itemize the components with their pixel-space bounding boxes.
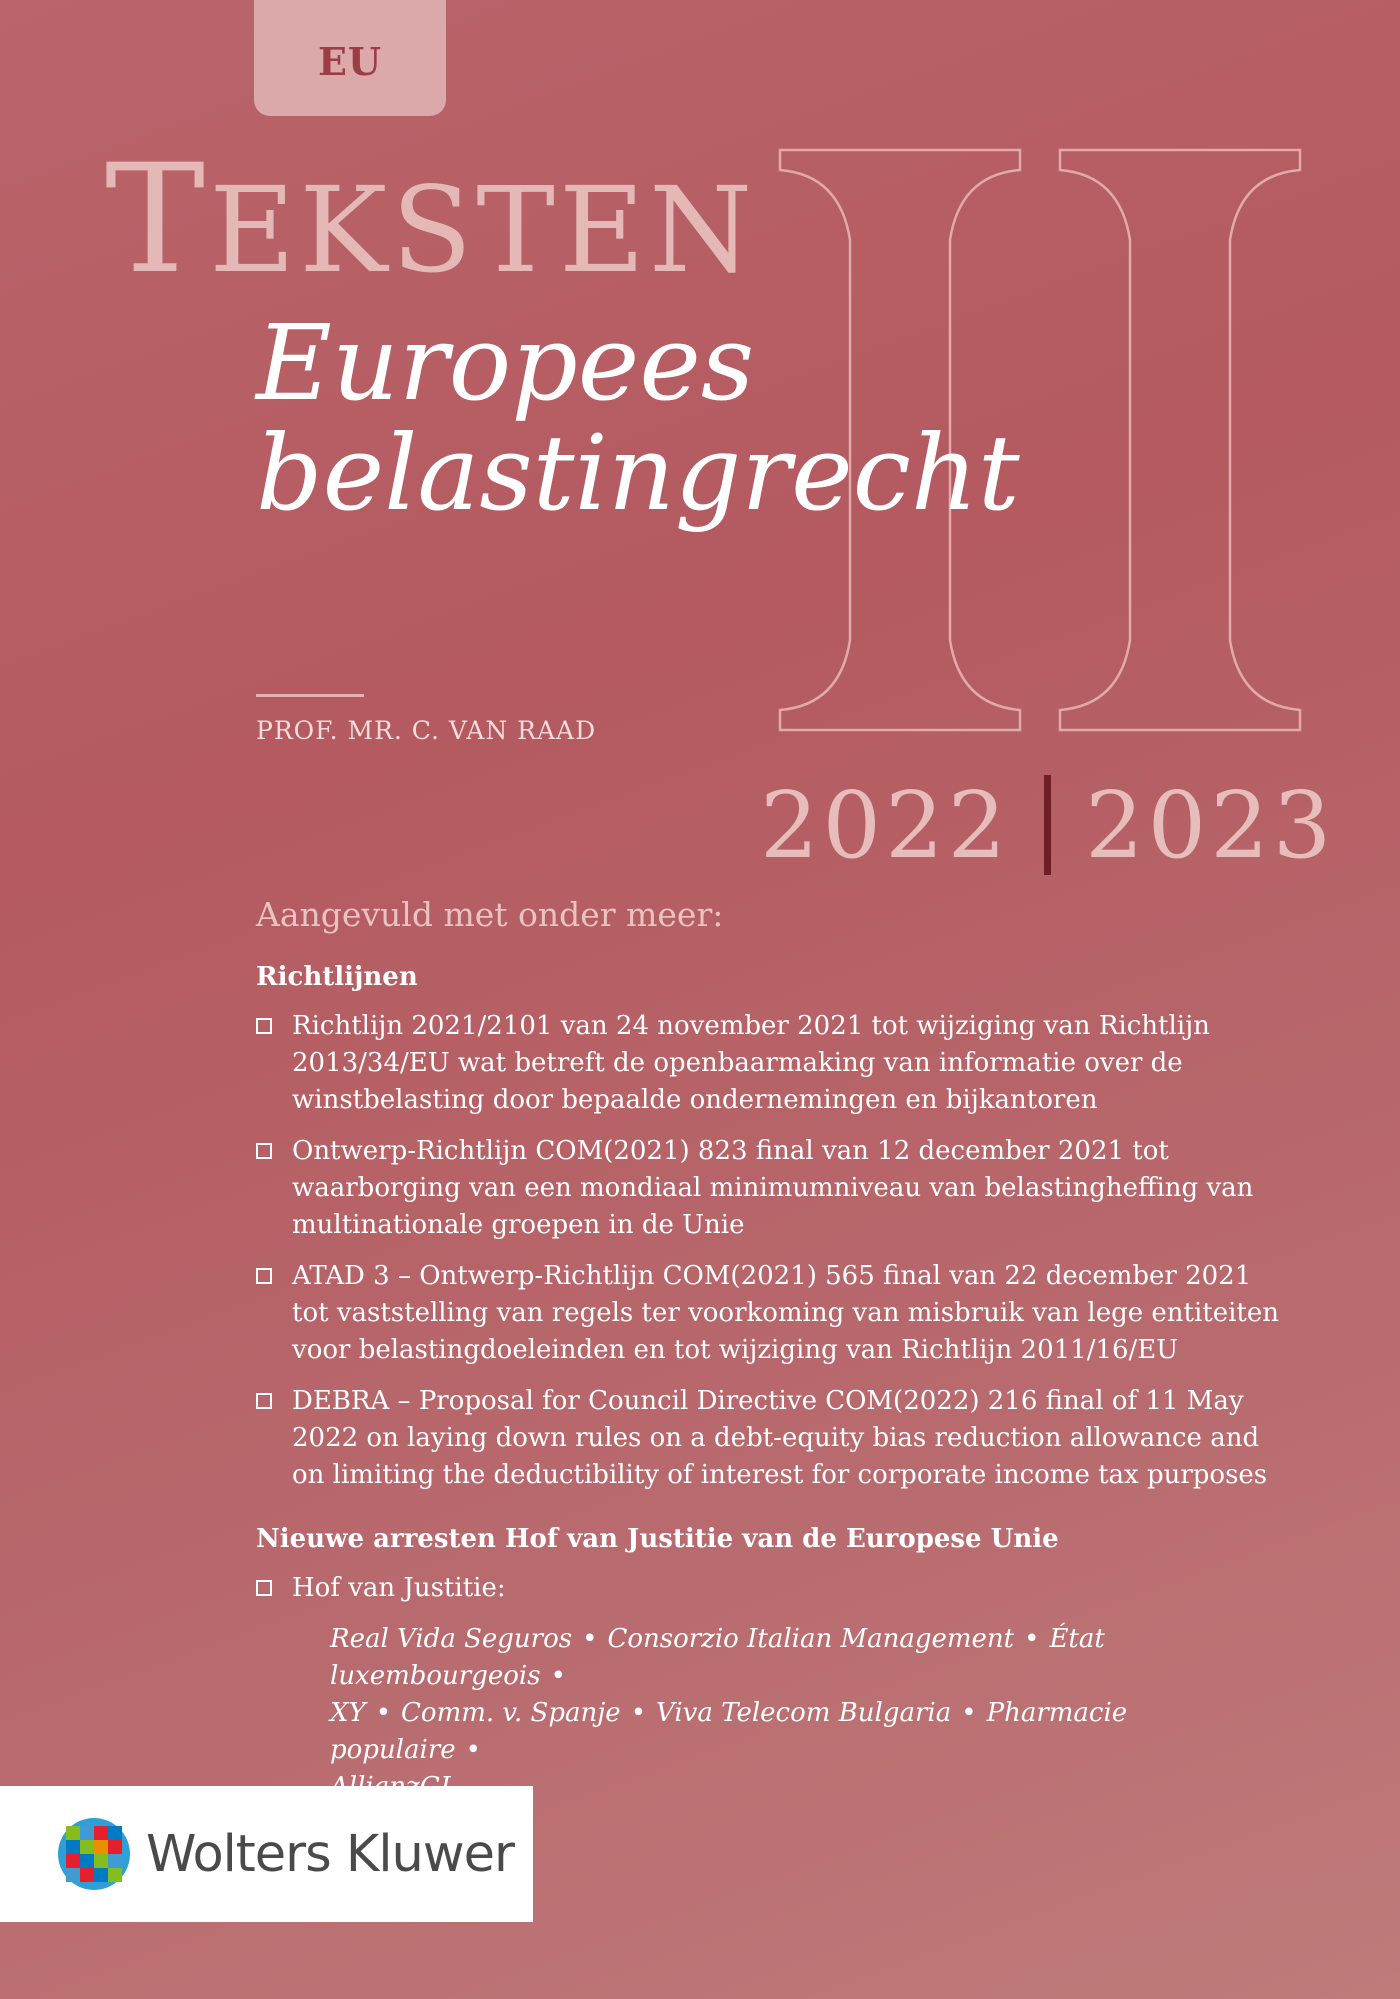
section-heading-arresten: Nieuwe arresten Hof van Justitie van de Europese Unie — [256, 1524, 1059, 1554]
year-divider — [1044, 775, 1051, 875]
publisher-name: Wolters Kluwer — [146, 1824, 514, 1884]
list-item — [256, 1258, 1296, 1369]
case-name: État luxembourgeois — [330, 1624, 1105, 1691]
list-item-text: ATAD 3 – Ontwerp-Richtlijn COM(2021) 565 final van 22 december 2021 tot vaststelling van regels ter voorkoming van misbruik van lege entiteiten voor belastingdoeleinden en tot wijziging van Richtlijn 2011/16/EU — [292, 1261, 1280, 1365]
case-separator: • — [375, 1698, 392, 1728]
list-item-text: Hof van Justitie: — [292, 1573, 506, 1603]
list-item-text: Ontwerp-Richtlijn COM(2021) 823 final van 12 december 2021 tot waarborging van een mondiaal minimumniveau van belastingheffing van multinationale groepen in de Unie — [292, 1136, 1254, 1240]
case-list — [256, 1621, 1296, 1806]
list-item — [256, 1008, 1296, 1119]
case-separator: • — [1024, 1624, 1040, 1654]
checkbox-icon — [256, 1393, 272, 1409]
publisher-logo — [0, 1786, 533, 1922]
list-item-text: Richtlijn 2021/2101 van 24 november 2021 tot wijziging van Richtlijn 2013/34/EU wat betreft de openbaarmaking van informatie over de winstbelasting door bepaalde ondernemingen en bijkantoren — [292, 1011, 1210, 1115]
year-end: 2023 — [1085, 771, 1336, 879]
book-title-line-2: belastingrecht — [256, 412, 1020, 534]
case-name: Comm. v. Spanje — [401, 1698, 621, 1728]
case-separator: • — [961, 1698, 977, 1728]
case-separator: • — [550, 1661, 566, 1691]
author-divider — [256, 694, 364, 697]
case-name: XY — [330, 1698, 366, 1728]
year-start: 2022 — [760, 771, 1011, 879]
case-name: Pharmacie populaire — [330, 1698, 1128, 1765]
case-separator: • — [630, 1698, 647, 1728]
wolters-kluwer-logo-icon — [56, 1816, 132, 1892]
case-separator: • — [465, 1735, 481, 1765]
book-title-line-1: Europees — [256, 302, 755, 424]
checkbox-icon — [256, 1018, 272, 1034]
case-name: Viva Telecom Bulgaria — [656, 1698, 952, 1728]
checkbox-icon — [256, 1268, 272, 1284]
case-name: Real Vida Seguros — [330, 1624, 573, 1654]
intro-heading: Aangevuld met onder meer: — [256, 895, 724, 934]
list-item-text: DEBRA – Proposal for Council Directive COM(2022) 216 final of 11 May 2022 on laying down rules on a debt-equity bias reduction allowance and on limiting the deductibility of interest for corporate income tax purposes — [292, 1386, 1268, 1490]
contents-summary — [256, 895, 1296, 1806]
eu-tab-label: EU — [317, 38, 383, 84]
list-item — [256, 1383, 1296, 1494]
book-title — [256, 302, 1020, 534]
edition-years — [760, 770, 1335, 880]
list-item — [256, 1133, 1296, 1244]
list-item — [256, 1570, 1296, 1607]
case-name: Consorzio Italian Management — [607, 1624, 1015, 1654]
checkbox-icon — [256, 1143, 272, 1159]
case-separator: • — [582, 1624, 598, 1654]
series-title — [105, 133, 757, 310]
checkbox-icon — [256, 1580, 272, 1596]
series-title-initial: T — [105, 133, 210, 307]
eu-tab — [254, 0, 446, 116]
section-heading-richtlijnen: Richtlijnen — [256, 962, 418, 992]
series-title-rest: EKSTEN — [209, 161, 757, 299]
author-name: PROF. MR. C. VAN RAAD — [256, 716, 597, 745]
